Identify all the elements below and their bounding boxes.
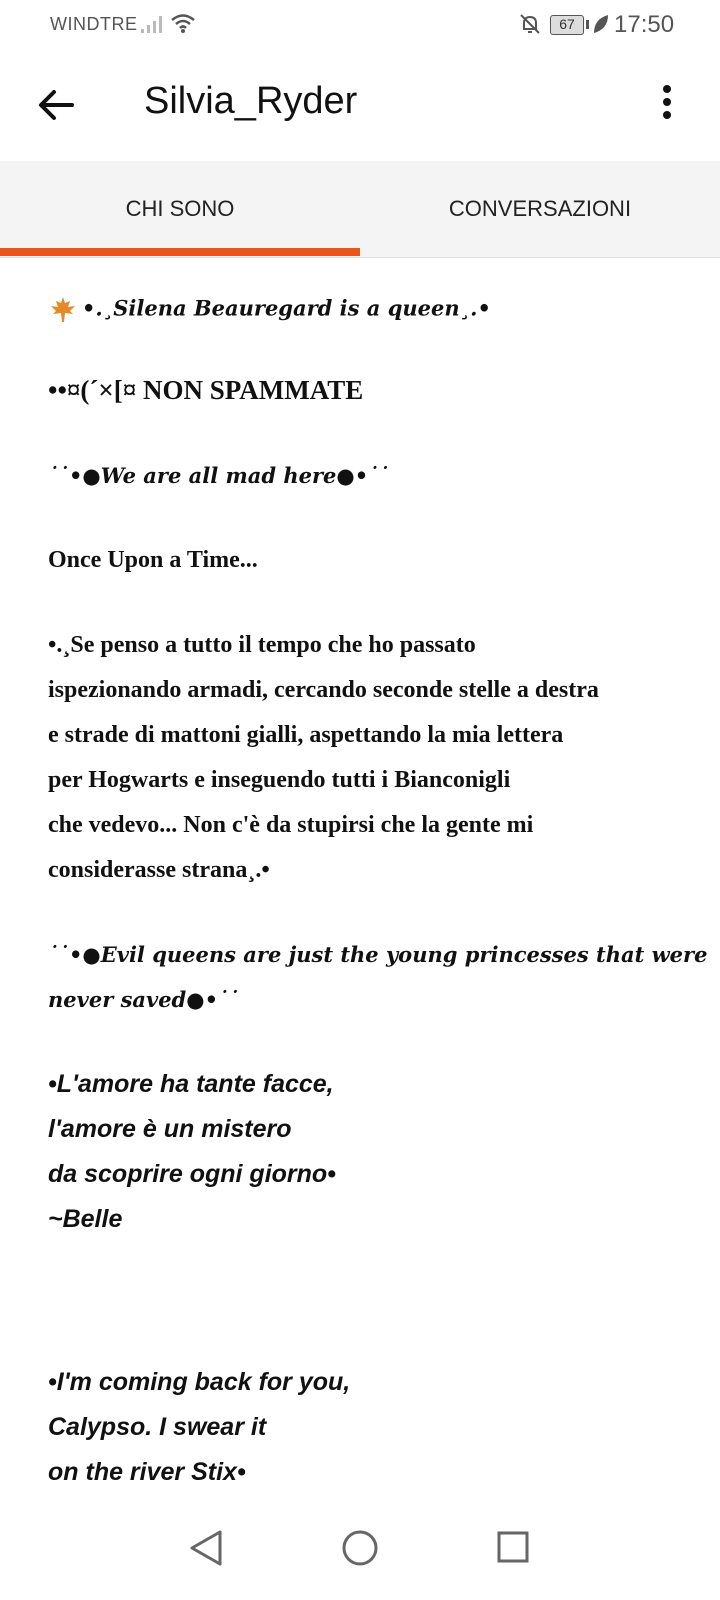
battery-tip bbox=[586, 20, 589, 29]
tab-selected-indicator bbox=[0, 248, 360, 256]
bio-line-silena bbox=[48, 295, 491, 325]
paragraph-line: per Hogwarts e inseguendo tutti i Bianconigli bbox=[48, 767, 511, 793]
arrow-left-icon[interactable] bbox=[34, 83, 78, 127]
bio-line-mad: ˙˙•●We are all mad here●•˙˙ bbox=[48, 463, 390, 488]
paragraph-line: considerasse strana¸.• bbox=[48, 857, 270, 883]
paragraph-line: •.¸Se penso a tutto il tempo che ho passato bbox=[48, 632, 476, 658]
quote-calypso-line: Calypso. I swear it bbox=[48, 1413, 267, 1441]
nav-back-icon[interactable] bbox=[188, 1528, 224, 1568]
quote-evil-line: ˙˙•●Evil queens are just the young princesses that were bbox=[48, 942, 708, 967]
profile-title: Silvia_Ryder bbox=[144, 80, 358, 122]
tab-conversazioni[interactable]: CONVERSAZIONI bbox=[448, 196, 632, 221]
paragraph-line: ispezionando armadi, cercando seconde stelle a destra bbox=[48, 677, 599, 703]
leaf-icon bbox=[592, 13, 610, 35]
paragraph-line: e strade di mattoni gialli, aspettando la mia lettera bbox=[48, 722, 564, 748]
maple-leaf-icon bbox=[48, 295, 78, 325]
wifi-icon bbox=[170, 12, 196, 34]
quote-belle-line: ~Belle bbox=[48, 1205, 123, 1233]
tab-chi-sono[interactable]: CHI SONO bbox=[125, 196, 235, 221]
nav-recent-apps-icon[interactable] bbox=[496, 1530, 530, 1564]
quote-belle-line: •L'amore ha tante facce, bbox=[48, 1070, 334, 1098]
signal-icon bbox=[140, 14, 164, 34]
quote-calypso-line: on the river Stix• bbox=[48, 1458, 246, 1486]
nav-home-icon[interactable] bbox=[340, 1528, 380, 1568]
profile-tabs bbox=[0, 161, 720, 258]
bell-off-icon bbox=[518, 12, 542, 36]
bio-line-1-text: •.¸Silena Beauregard is a queen¸.• bbox=[82, 295, 491, 321]
app-bar bbox=[0, 50, 720, 161]
paragraph-line: che vedevo... Non c'è da stupirsi che la gente mi bbox=[48, 812, 534, 838]
bio-line-once: Once Upon a Time... bbox=[48, 547, 258, 573]
system-nav-bar bbox=[0, 1510, 720, 1600]
status-bar bbox=[0, 0, 720, 50]
quote-evil-line: never saved●•˙˙ bbox=[48, 987, 239, 1012]
carrier-name: WINDTRE bbox=[50, 14, 138, 34]
quote-belle-line: da scoprire ogni giorno• bbox=[48, 1160, 336, 1188]
clock: 17:50 bbox=[614, 11, 675, 38]
quote-calypso-line: •I'm coming back for you, bbox=[48, 1368, 351, 1396]
bio-line-spam: ••¤(´×[¤ NON SPAMMATE bbox=[48, 375, 364, 405]
quote-belle-line: l'amore è un mistero bbox=[48, 1115, 292, 1143]
battery-icon: 67 bbox=[550, 15, 584, 35]
more-vertical-icon[interactable] bbox=[652, 83, 682, 127]
